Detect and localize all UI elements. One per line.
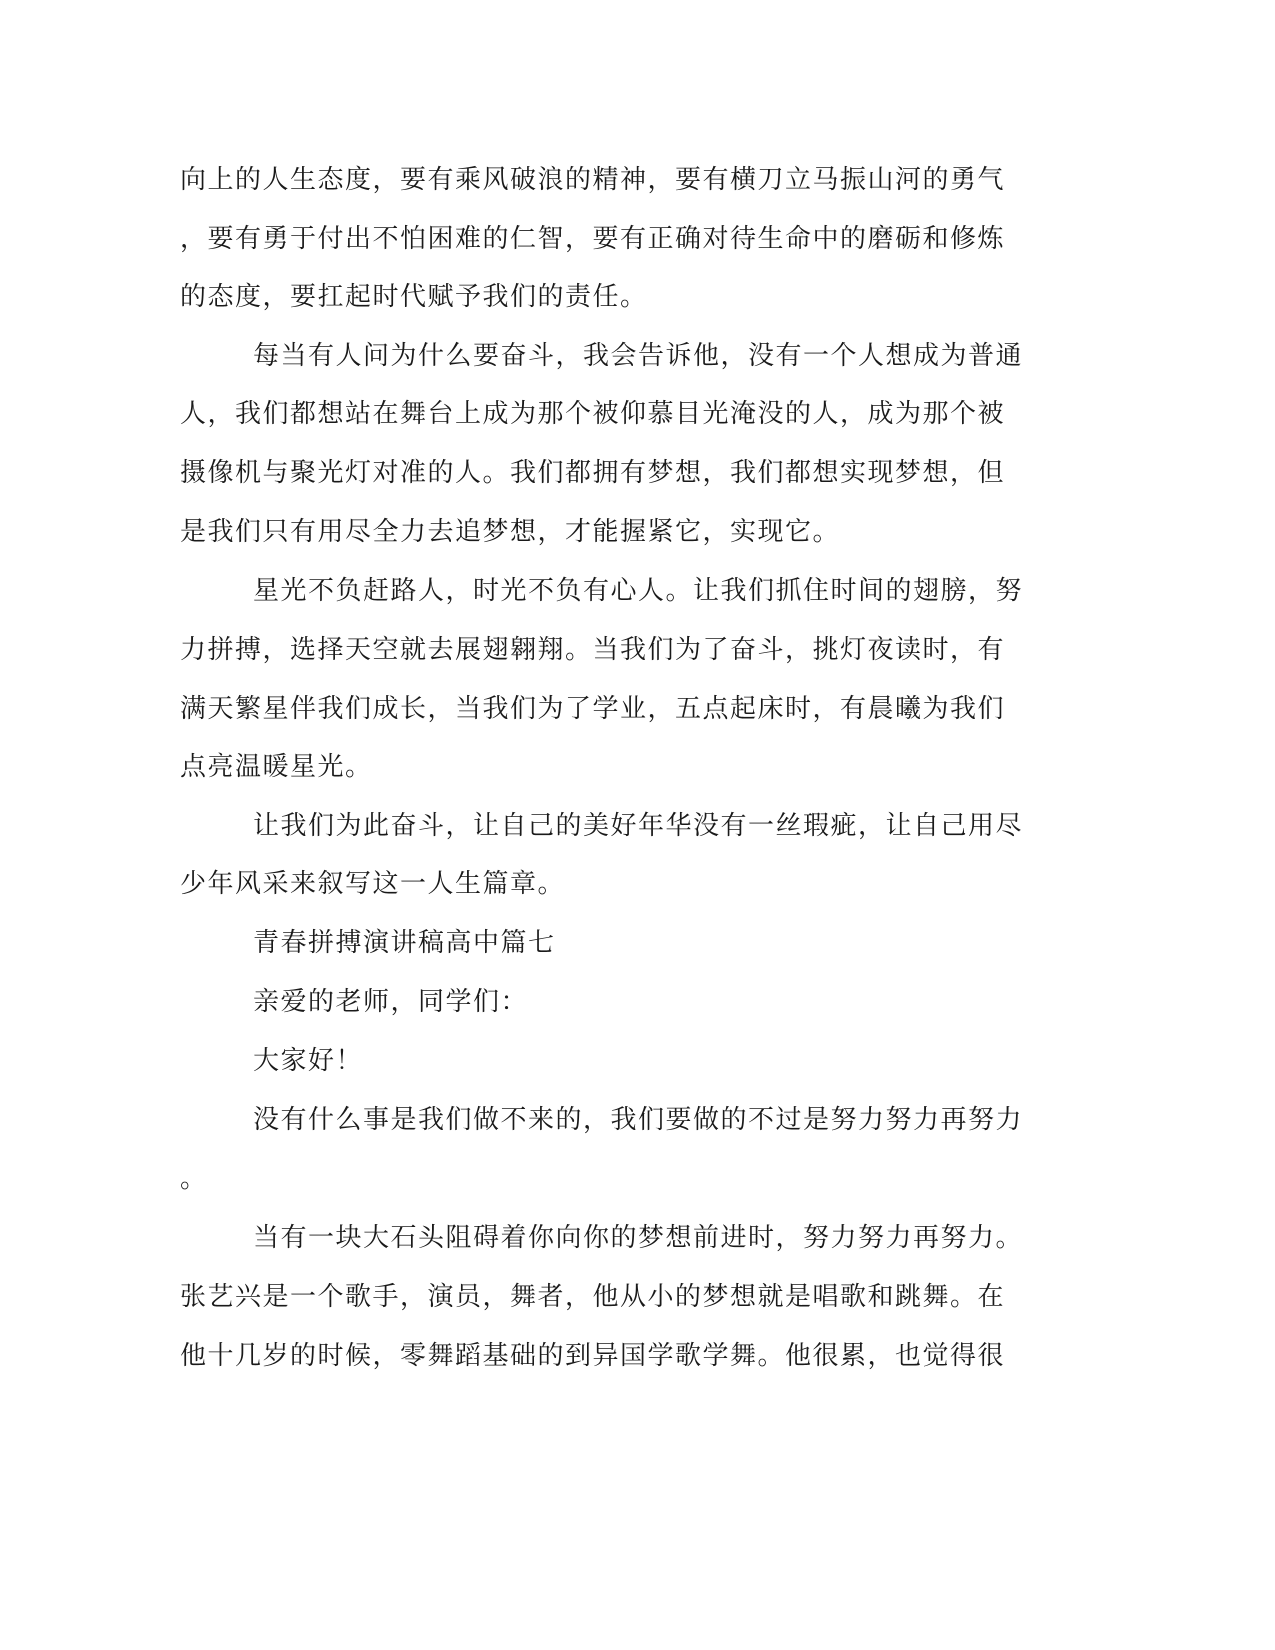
text-line: 是我们只有用尽全力去追梦想，才能握紧它，实现它。	[180, 517, 841, 547]
text-line: 点亮温暖星光。	[180, 752, 373, 782]
text-line: 星光不负赶路人，时光不负有心人。让我们抓住时间的翅膀，努	[253, 576, 1024, 606]
text-line: 每当有人问为什么要奋斗，我会告诉他，没有一个人想成为普通	[253, 341, 1024, 371]
greeting: 大家好！	[253, 1046, 364, 1076]
text-line: 力拼搏，选择天空就去展翅翱翔。当我们为了奋斗，挑灯夜读时，有	[180, 635, 1006, 665]
text-line: 人，我们都想站在舞台上成为那个被仰慕目光淹没的人，成为那个被	[180, 399, 1006, 429]
text-line: 张艺兴是一个歌手，演员，舞者，他从小的梦想就是唱歌和跳舞。在	[180, 1282, 1006, 1312]
text-line: 少年风采来叙写这一人生篇章。	[180, 869, 566, 899]
text-line: 他十几岁的时候，零舞蹈基础的到异国学歌学舞。他很累，也觉得很	[180, 1341, 1006, 1371]
text-line: 向上的人生态度，要有乘风破浪的精神，要有横刀立马振山河的勇气	[180, 165, 1006, 195]
text-line: 摄像机与聚光灯对准的人。我们都拥有梦想，我们都想实现梦想，但	[180, 458, 1006, 488]
text-line: 当有一块大石头阻碍着你向你的梦想前进时，努力努力再努力。	[253, 1223, 1024, 1253]
text-line: 的态度，要扛起时代赋予我们的责任。	[180, 282, 648, 312]
section-heading: 青春拼搏演讲稿高中篇七	[253, 928, 556, 958]
text-line: 让我们为此奋斗，让自己的美好年华没有一丝瑕疵，让自己用尽	[253, 811, 1024, 841]
salutation: 亲爱的老师，同学们：	[253, 987, 529, 1017]
text-line: ，要有勇于付出不怕困难的仁智，要有正确对待生命中的磨砺和修炼	[180, 224, 1006, 254]
text-line: 没有什么事是我们做不来的，我们要做的不过是努力努力再努力	[253, 1105, 1024, 1135]
text-line: 。	[180, 1164, 208, 1194]
text-line: 满天繁星伴我们成长，当我们为了学业，五点起床时，有晨曦为我们	[180, 694, 1006, 724]
